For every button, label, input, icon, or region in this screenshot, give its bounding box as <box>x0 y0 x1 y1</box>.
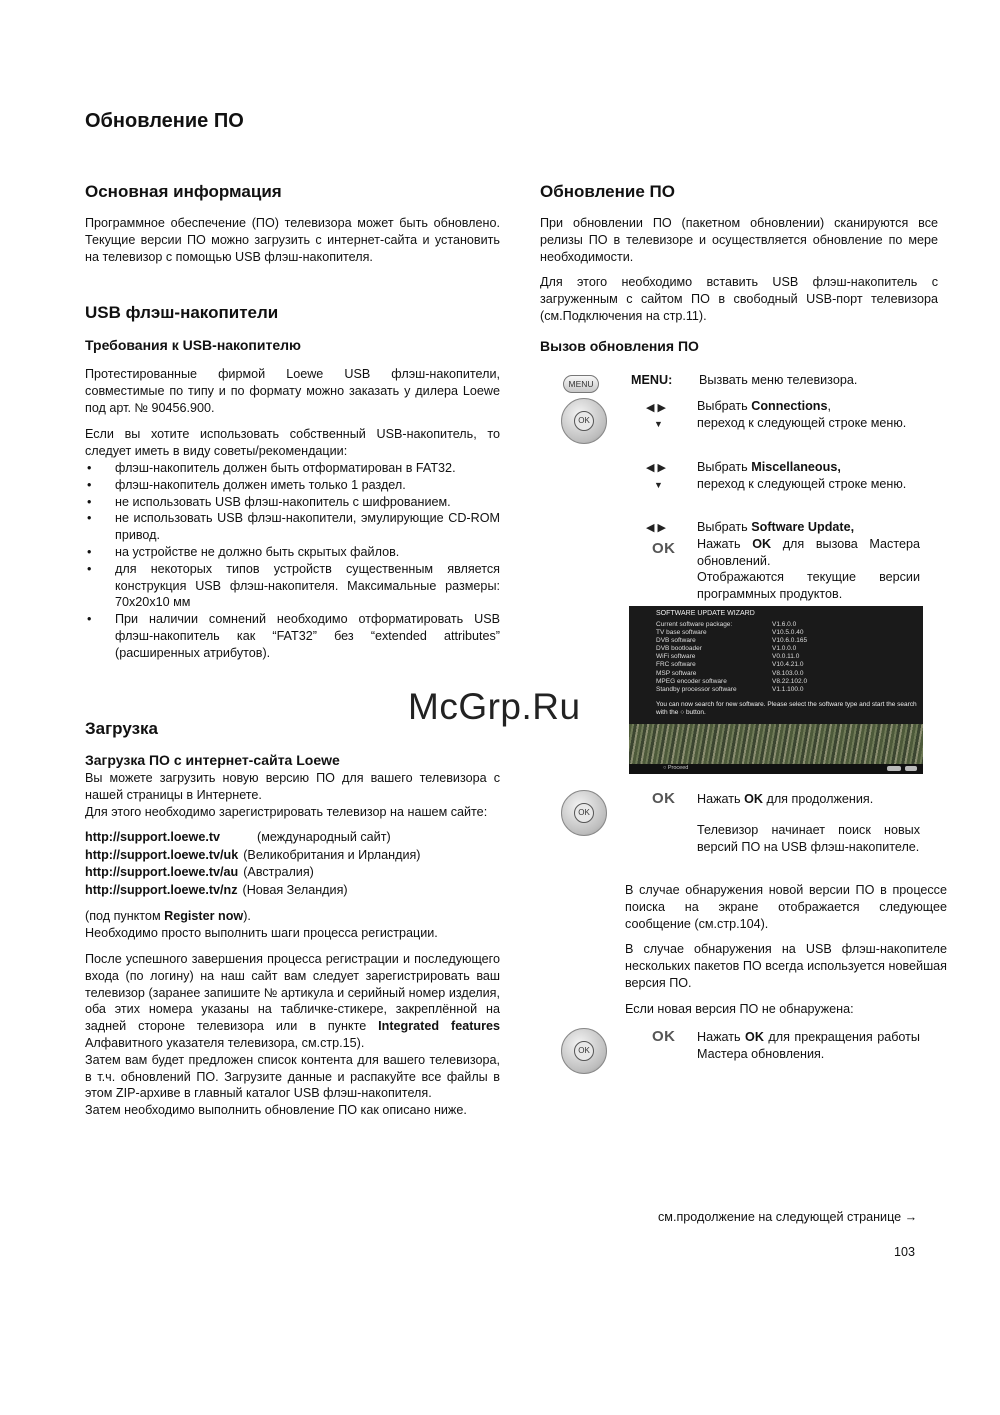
usb-own-text: Если вы хотите использовать собственный USB-накопитель, то следует иметь в виду советы/рекомендации: <box>85 427 500 459</box>
software-update-wizard-screenshot <box>629 606 923 774</box>
list-item: • на устройстве не должно быть скрытых файлов. <box>85 544 500 561</box>
list-item: • для некоторых типов устройств существенным является конструкция USB флэш-накопителя. Максимальные размеры: 70x20x10 мм <box>85 561 500 611</box>
wizard-footer-button-icon <box>887 766 901 771</box>
link-desc: (Новая Зеландия) <box>242 882 348 897</box>
download-text-5: Затем вам будет предложен список контента для вашего телевизора, в т.ч. обновлений ПО. Загрузите данные и распакуйте все файлы в этом ZIP-архиве в главный каталог USB флэш-накопителя. <box>85 1052 500 1101</box>
list-item: • флэш-накопитель должен иметь только 1 раздел. <box>85 477 500 494</box>
step-miscellaneous: Выбрать Miscellaneous, переход к следующей строке меню. <box>697 460 907 491</box>
update-text-1: При обновлении ПО (пакетном обновлении) сканируются все релизы ПО в телевизоре и осуществляется обновление по мере необходимости. <box>540 216 938 264</box>
support-link-au[interactable]: http://support.loewe.tv/au <box>85 865 239 880</box>
ok-center-icon: OK <box>574 411 594 431</box>
left-right-arrows-icon: ◀ ▶ <box>646 402 666 414</box>
download-text-1: Вы можете загрузить новую версию ПО для вашего телевизора с нашей страницы в Интернете. <box>85 771 500 802</box>
link-row <box>85 882 500 900</box>
download-section <box>85 719 500 1119</box>
link-desc: (международный сайт) <box>257 830 391 845</box>
table-row: TV base software V10.5.0.40 <box>656 629 804 637</box>
wizard-title: SOFTWARE UPDATE WIZARD <box>656 610 755 617</box>
update-call-heading: Вызов обновления ПО <box>540 337 699 354</box>
table-row: WiFi software V0.0.11.0 <box>656 653 800 661</box>
usb-heading: USB флэш-накопители <box>85 303 279 322</box>
link-row <box>85 829 500 847</box>
left-right-arrows-icon: ◀ ▶ <box>646 462 666 474</box>
tv-background-image <box>629 724 923 764</box>
wizard-proceed: ○ Proceed <box>663 765 689 771</box>
page-number: 103 <box>894 1245 916 1259</box>
continue-note: см.продолжение на следующей странице → <box>658 1210 918 1224</box>
download-text-6: Затем необходимо выполнить обновление ПО как описано ниже. <box>85 1103 467 1118</box>
table-row: FRC software V10.4.21.0 <box>656 661 804 669</box>
down-arrow-icon: ▼ <box>654 419 663 429</box>
download-heading: Загрузка <box>85 719 158 738</box>
ok-remote-icon <box>561 398 607 444</box>
download-text-3: Необходимо просто выполнить шаги процесса регистрации. <box>85 926 438 941</box>
support-link-nz[interactable]: http://support.loewe.tv/nz <box>85 882 238 897</box>
ok-remote-icon <box>561 1028 607 1074</box>
step-connections: Выбрать Connections, переход к следующей строке меню. <box>697 399 907 430</box>
support-link-uk[interactable]: http://support.loewe.tv/uk <box>85 847 239 862</box>
wizard-version-table <box>656 621 896 694</box>
usb-requirements-list <box>85 460 500 662</box>
update-heading: Обновление ПО <box>540 182 675 201</box>
ok-center-icon: OK <box>574 1041 594 1061</box>
step-continue-info: Телевизор начинает поиск новых версий ПО на USB флэш-накопителе. <box>697 823 920 854</box>
link-desc: (Австралия) <box>243 865 314 880</box>
support-links <box>85 829 500 899</box>
basic-info-text: Программное обеспечение (ПО) телевизора может быть обновлено. Текущие версии ПО можно загрузить с интернет-сайта и установить на телевизор с помощью USB флэш-накопителя. <box>85 216 500 264</box>
step-software-update: Выбрать Software Update, Нажать OK для вызова Мастера обновлений. Отображаются текущие версии программных продуктов. <box>697 520 920 602</box>
link-desc: (Великобритания и Ирландия) <box>243 847 421 862</box>
wizard-note: You can now search for new software. Please select the software type and start the search with the ○ button. <box>656 701 917 716</box>
update-section <box>540 182 938 354</box>
basic-info-heading: Основная информация <box>85 182 282 201</box>
download-text-4: После успешного завершения процесса регистрации и последующего входа (по логину) на наш сайт вам следует зарегистрировать ваш телевизор (заранее запишите № артикула и серийный номер изделия, оба этих номера указаны на табличке-стикере, закреплённой на задней стороне телевизора или в пункте Integrated features Алфавитного указателя телевизора, см.стр.15). <box>85 951 501 1050</box>
menu-key-desc: Вызвать меню телевизора. <box>699 373 858 387</box>
list-item: • не использовать USB флэш-накопитель с шифрованием. <box>85 494 500 511</box>
basic-info-section <box>85 182 500 265</box>
menu-button-icon: MENU <box>563 375 599 393</box>
support-link-intl[interactable]: http://support.loewe.tv <box>85 830 221 845</box>
wizard-footer-button-icon <box>905 766 917 771</box>
ok-key-icon: OK <box>652 790 676 807</box>
ok-center-icon: OK <box>574 803 594 823</box>
found-text: В случае обнаружения новой версии ПО в процессе поиска на экране отображается следующее сообщение (см.стр.104). <box>625 883 947 931</box>
table-row: DVB software V10.6.0.165 <box>656 637 808 645</box>
notfound-text: Если новая версия ПО не обнаружена: <box>625 1001 854 1016</box>
step-continue: Нажать OK для продолжения. <box>697 792 874 806</box>
table-row: Current software package: V1.6.0.0 <box>656 621 797 628</box>
download-subheading: Загрузка ПО с интернет-сайта Loewe <box>85 752 340 768</box>
menu-key: MENU: <box>631 373 673 387</box>
usb-section <box>85 303 500 662</box>
download-text-2: Для этого необходимо зарегистрировать телевизор на нашем сайте: <box>85 804 488 819</box>
list-item: • флэш-накопитель должен быть отформатирован в FAT32. <box>85 460 500 477</box>
down-arrow-icon: ▼ <box>654 480 663 490</box>
list-item: • не использовать USB флэш-накопители, эмулирующие CD-ROM привод. <box>85 510 500 544</box>
table-row: MPEG encoder software V8.22.102.0 <box>656 677 808 685</box>
ok-key-icon: OK <box>652 540 676 557</box>
link-row <box>85 864 500 882</box>
multi-text: В случае обнаружения на USB флэш-накопителе нескольких пакетов ПО всегда используется новейшая версия ПО. <box>625 942 947 990</box>
list-item: • При наличии сомнений необходимо отформатировать USB флэш-накопитель как “FAT32” без “extended attributes” (расширенных атрибутов). <box>85 611 500 661</box>
watermark: McGrp.Ru <box>408 686 581 727</box>
table-row: MSP software V8.103.0.0 <box>656 669 804 677</box>
ok-remote-icon <box>561 790 607 836</box>
link-row <box>85 847 500 865</box>
page-title: Обновление ПО <box>85 110 244 132</box>
table-row: Standby processor software V1.1.100.0 <box>656 685 804 693</box>
update-text-2: Для этого необходимо вставить USB флэш-накопитель с загруженным с сайтом ПО в свободный USB-порт телевизора (см.Подключения на стр.11). <box>540 275 938 323</box>
table-row: DVB bootloader V1.0.0.0 <box>656 645 797 653</box>
usb-tested-text: Протестированные фирмой Loewe USB флэш-накопители, совместимые по типу и по формату можно заказать у дилера Loewe под арт. № 90456.900. <box>85 367 500 415</box>
step-cancel: Нажать OK для прекращения работы Мастера обновления. <box>697 1030 920 1061</box>
left-right-arrows-icon: ◀ ▶ <box>646 522 666 534</box>
register-note: (под пунктом Register now). <box>85 909 251 924</box>
found-notes <box>625 882 947 1018</box>
usb-requirements-heading: Требования к USB-накопителю <box>85 337 301 353</box>
ok-key-icon: OK <box>652 1028 676 1045</box>
